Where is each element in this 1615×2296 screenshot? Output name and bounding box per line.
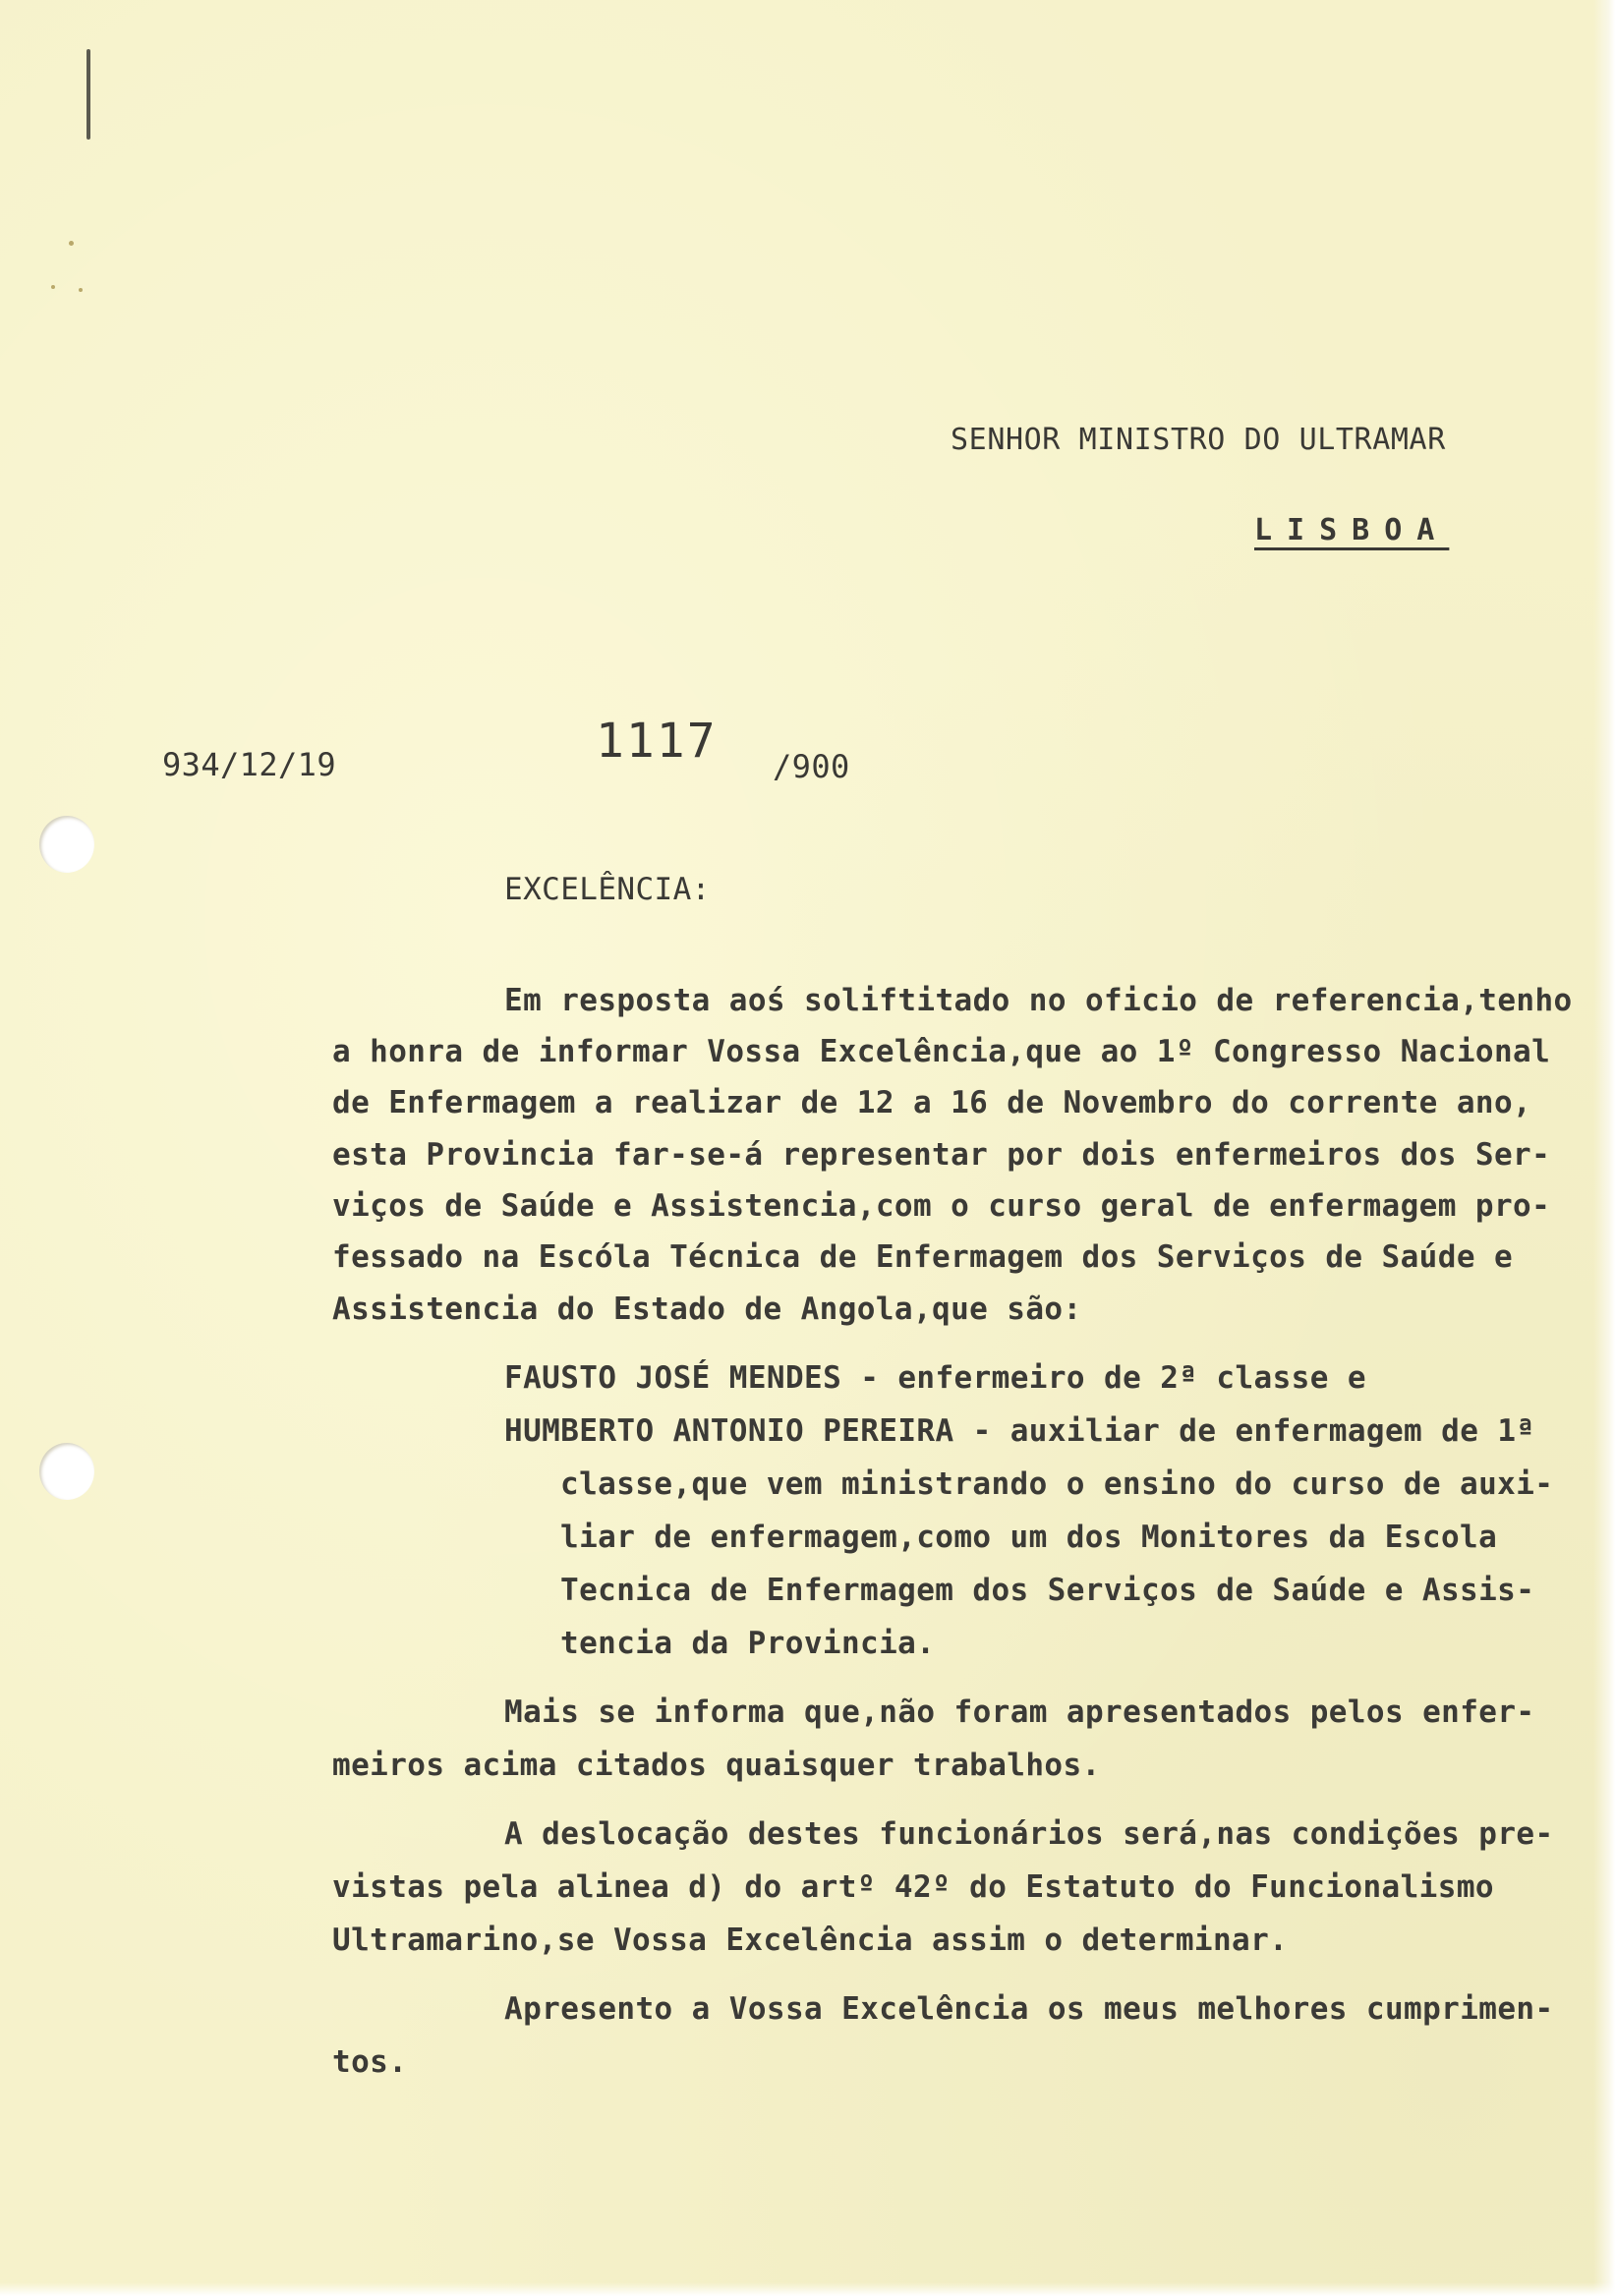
paragraph1-line: fessado na Escóla Técnica de Enfermagem dos Serviços de Saúde e [332,1239,1514,1275]
paragraph1-line: de Enfermagem a realizar de 12 a 16 de Novembro do corrente ano, [332,1085,1532,1120]
addressee-line: SENHOR MINISTRO DO ULTRAMAR [951,423,1446,457]
paragraph1-line: viços de Saúde e Assistencia,com o curso geral de enfermagem pro- [332,1188,1551,1224]
nominee-continuation-line: classe,que vem ministrando o ensino do curso de auxi- [560,1466,1554,1502]
paper-bottom-edge [0,2282,1615,2296]
paragraph1-line: a honra de informar Vossa Excelência,que ao 1º Congresso Nacional [332,1034,1551,1069]
paragraph3-line: vistas pela alinea d) do artº 42º do Estatuto do Funcionalismo [332,1869,1494,1905]
salutation: EXCELÊNCIA: [504,872,711,907]
staple-mark [87,49,90,140]
paragraph1-line: Em resposta aoś soliftitado no oficio de referencia,tenho [504,983,1573,1018]
reference-number: 1117 [596,714,718,769]
closing-line: tos. [332,2044,408,2080]
paragraph1-line: Assistencia do Estado de Angola,que são: [332,1292,1082,1327]
reference-suffix: /900 [773,748,850,785]
paragraph3-line: Ultramarino,se Vossa Excelência assim o determinar. [332,1923,1289,1958]
punch-hole-bottom [39,1443,94,1500]
nominee-line: HUMBERTO ANTONIO PEREIRA - auxiliar de enfermagem de 1ª [504,1413,1535,1449]
paragraph2-line: Mais se informa que,não foram apresentados pelos enfer- [504,1694,1535,1730]
paper-speck [79,288,83,292]
nominee-continuation-line: liar de enfermagem,como um dos Monitores da Escola [560,1520,1498,1555]
punch-hole-top [39,816,94,873]
paper-speck [69,241,74,246]
nominee-continuation-line: tencia da Provincia. [560,1626,936,1661]
city-line: LISBOA [1254,513,1450,547]
nominee-continuation-line: Tecnica de Enfermagem dos Serviços de Saúde e Assis- [560,1573,1535,1608]
paragraph3-line: A deslocação destes funcionários será,nas condições pre- [504,1816,1554,1852]
paragraph2-line: meiros acima citados quaisquer trabalhos. [332,1748,1101,1783]
paper-speck [51,285,55,289]
reference-code: 934/12/19 [162,746,336,783]
paragraph1-line: esta Provincia far-se-á representar por dois enfermeiros dos Ser- [332,1137,1551,1173]
closing-line: Apresento a Vossa Excelência os meus melhores cumprimen- [504,1991,1554,2027]
nominee-line: FAUSTO JOSÉ MENDES - enfermeiro de 2ª classe e [504,1360,1366,1396]
paper-right-edge [1593,0,1615,2296]
